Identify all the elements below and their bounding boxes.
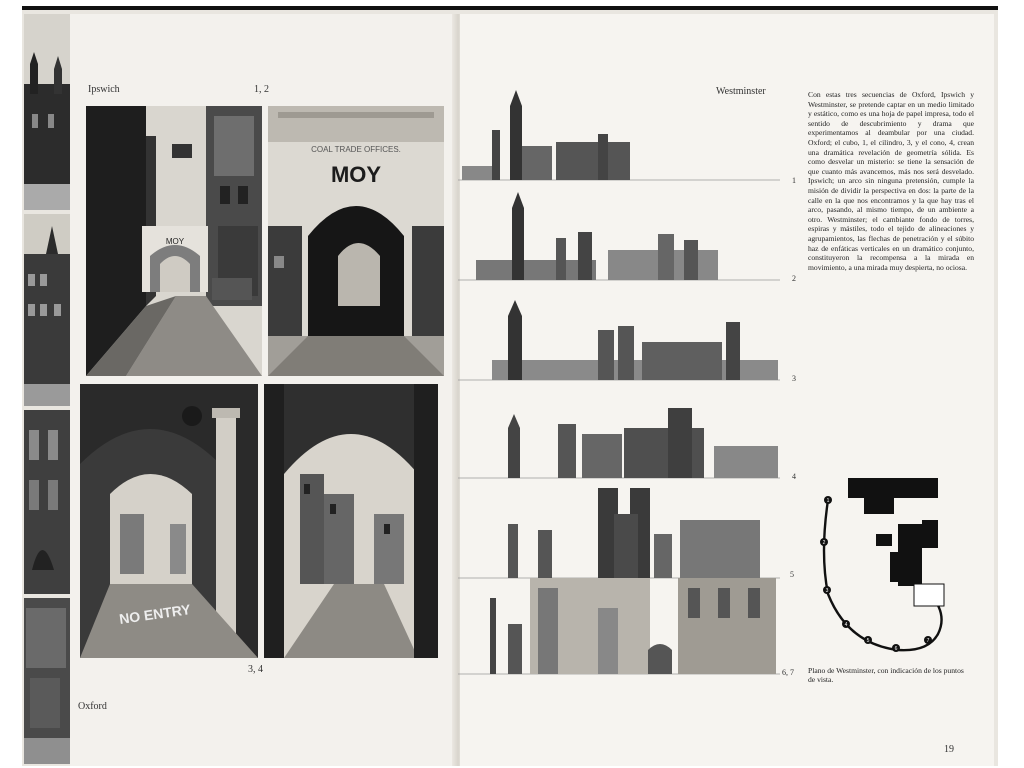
oxford-strip-photo-3 (24, 410, 70, 594)
essay-text: Con estas tres secuencias de Oxford, Ipswich y Westminster, se pretende captar en un medio limitado y estático, como es una hoja de papel impresa, todo el sentido de descubrimiento y drama que experimentamos al deambular por una ciudad. Oxford; el cubo, 1, el cilindro, 3, y el cono, 4, crean una dramática revelación de geometría sólida. Es como desvelar un misterio: se tiene la sensación de que cuanto más avancemos, más nos será desvelado. Ipswich; un arco sin ninguna pretensión, cumple la misión de dividir la perspectiva en dos: la parte de la calle en la que nos encontramos y la que hay tras el arco, pasando, al mismo tiempo, de un ambiente a otro. Westminster; el cambiante fondo de torres, espiras y mástiles, todo el tejido de alineaciones y agrupamientos, las flechas de penetración y el súbito haz de enfáticas verticales en un dramático conjunto, constituyeron la recompensa a la mirada en movimiento, a una mirada muy despierta, no ociosa. (808, 90, 974, 272)
westminster-skyline-5 (458, 484, 780, 580)
sequence-number-6-7: 6, 7 (782, 668, 794, 677)
coal-offices-sign: COAL TRADE OFFICES. (311, 145, 401, 154)
road-text: NO ENTRY (118, 601, 192, 627)
sequence-number-4: 4 (792, 472, 796, 481)
westminster-plan (818, 474, 968, 656)
ipswich-photo-4 (264, 384, 438, 658)
westminster-skyline-6-7 (458, 578, 780, 676)
ipswich-photo-3 (80, 384, 258, 658)
oxford-strip-photo-4 (24, 598, 70, 764)
westminster-skyline-1 (458, 86, 780, 182)
plan-point-label-2: 2 (822, 540, 826, 546)
moy-sign-small: MOY (165, 237, 185, 246)
ipswich-photo-1 (86, 106, 262, 376)
plan-point-label-7: 7 (926, 638, 930, 644)
plan-caption: Plano de Westminster, con indicación de los puntos de vista. (808, 666, 964, 685)
photo-numbers-bottom: 3, 4 (248, 664, 263, 675)
ipswich-photo-2 (268, 106, 444, 376)
westminster-label: Westminster (716, 86, 766, 97)
sequence-number-5: 5 (790, 570, 794, 579)
oxford-strip-photo-1 (24, 14, 70, 210)
ipswich-label: Ipswich (88, 84, 120, 95)
plan-point-label-5: 5 (866, 638, 870, 644)
photo-numbers-top: 1, 2 (254, 84, 269, 95)
plan-point-label-1: 1 (826, 498, 830, 504)
moy-sign: MOY (330, 162, 382, 187)
sequence-number-3: 3 (792, 374, 796, 383)
page-number: 19 (944, 744, 954, 755)
westminster-skyline-3 (458, 286, 780, 382)
plan-point-label-6: 6 (894, 646, 898, 652)
westminster-skyline-4 (458, 384, 780, 480)
sequence-number-2: 2 (792, 274, 796, 283)
sequence-number-1: 1 (792, 176, 796, 185)
plan-point-label-3: 3 (825, 588, 829, 594)
plan-point-label-4: 4 (844, 622, 848, 628)
oxford-strip-photo-2 (24, 214, 70, 406)
oxford-label: Oxford (78, 701, 107, 712)
westminster-skyline-2 (458, 186, 780, 282)
